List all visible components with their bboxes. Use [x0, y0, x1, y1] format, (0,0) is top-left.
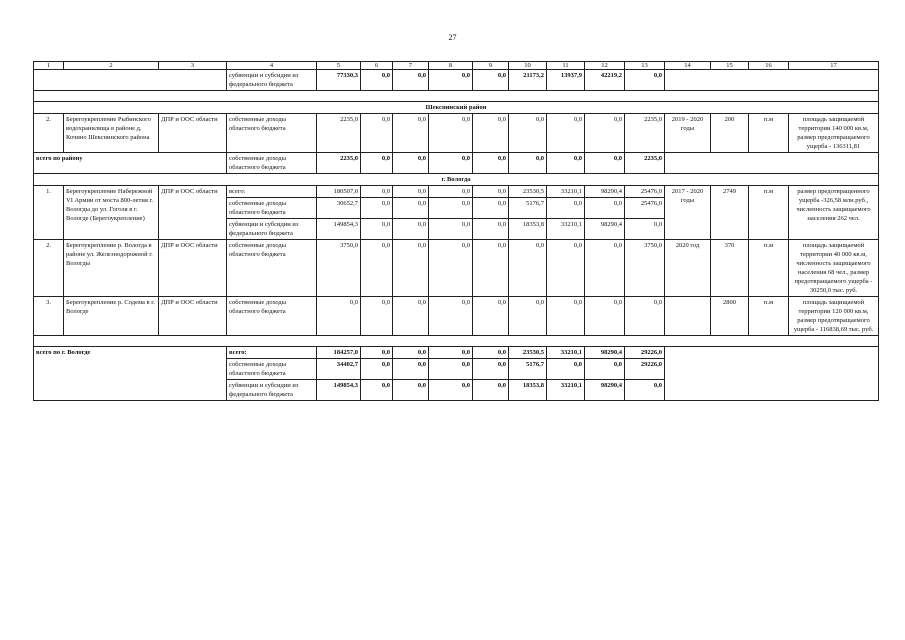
funding-source: собственные доходы областного бюджета [227, 297, 317, 336]
amount-cell: 0,0 [547, 198, 585, 219]
total-row [34, 347, 879, 359]
column-number: 15 [711, 62, 749, 70]
amount-cell: 0,0 [473, 359, 509, 380]
column-number: 5 [317, 62, 361, 70]
section-title: г. Вологда [34, 174, 879, 186]
amount-cell: 30652,7 [317, 198, 361, 219]
amount-cell: 0,0 [429, 186, 473, 198]
section-header-row [34, 102, 879, 114]
amount-cell: 0,0 [509, 114, 547, 153]
column-number: 7 [393, 62, 429, 70]
amount-cell: 98290,4 [585, 186, 625, 198]
table-body [34, 62, 879, 401]
amount-cell: 0,0 [547, 153, 585, 174]
responsible-org: ДПР и ООС области [159, 240, 227, 297]
project-name: Берегоукрепление р. Вологда в районе ул. Железнодорожной г. Вологды [64, 240, 159, 297]
funding-source: всего: [227, 186, 317, 198]
column-number: 9 [473, 62, 509, 70]
project-number: 2. [34, 114, 64, 153]
amount-cell: 0,0 [361, 198, 393, 219]
amount-cell: 0,0 [509, 297, 547, 336]
implementation-period: 2019 - 2020 годы [665, 114, 711, 153]
column-number: 8 [429, 62, 473, 70]
amount-cell: 0,0 [473, 297, 509, 336]
project-number: 1. [34, 186, 64, 240]
responsible-org: ДПР и ООС области [159, 114, 227, 153]
amount-cell: 0,0 [429, 347, 473, 359]
amount-cell: 98290,4 [585, 380, 625, 401]
spacer-row [34, 336, 879, 347]
amount-cell: 0,0 [361, 297, 393, 336]
empty-cell [34, 91, 879, 102]
column-number: 11 [547, 62, 585, 70]
amount-cell: 23530,5 [509, 347, 547, 359]
amount-cell: 29226,0 [625, 359, 665, 380]
amount-cell: 0,0 [585, 153, 625, 174]
amount-cell: 0,0 [625, 380, 665, 401]
amount-cell: 0,0 [473, 153, 509, 174]
amount-cell: 0,0 [429, 219, 473, 240]
column-number: 4 [227, 62, 317, 70]
amount-cell: 0,0 [361, 70, 393, 91]
capacity-value: 200 [711, 114, 749, 153]
amount-cell: 0,0 [473, 70, 509, 91]
amount-cell: 0,0 [393, 380, 429, 401]
amount-cell: 0,0 [393, 219, 429, 240]
amount-cell: 33210,1 [547, 347, 585, 359]
amount-cell: 0,0 [625, 70, 665, 91]
amount-cell: 0,0 [429, 153, 473, 174]
amount-cell: 0,0 [585, 359, 625, 380]
implementation-period [665, 297, 711, 336]
amount-cell: 0,0 [625, 219, 665, 240]
amount-cell: 18353,8 [509, 380, 547, 401]
amount-cell: 18353,8 [509, 219, 547, 240]
amount-cell: 2235,0 [317, 114, 361, 153]
total-row [34, 153, 879, 174]
column-number: 14 [665, 62, 711, 70]
amount-cell: 0,0 [393, 297, 429, 336]
expected-result: размер предотвращенного ущерба -326,58 млн.руб., численность защищаемого населения 262 чел. [789, 186, 879, 240]
amount-cell: 0,0 [429, 297, 473, 336]
column-number: 10 [509, 62, 547, 70]
amount-cell: 149854,3 [317, 219, 361, 240]
funding-source: всего: [227, 347, 317, 359]
column-number: 6 [361, 62, 393, 70]
amount-cell: 0,0 [473, 186, 509, 198]
funding-source: субвенции и субсидии из федерального бюджета [227, 70, 317, 91]
amount-cell: 0,0 [473, 347, 509, 359]
empty-cell [665, 70, 879, 91]
project-number: 3. [34, 297, 64, 336]
amount-cell: 0,0 [429, 198, 473, 219]
amount-cell: 0,0 [473, 114, 509, 153]
project-name: Берегоукрепление р. Содема в г. Вологде [64, 297, 159, 336]
financing-table [33, 61, 879, 401]
funding-source: субвенции и субсидии из федерального бюджета [227, 219, 317, 240]
carry-over-row [34, 70, 879, 91]
section-header-row [34, 174, 879, 186]
amount-cell: 3750,0 [317, 240, 361, 297]
capacity-unit: п.м [749, 240, 789, 297]
amount-cell: 0,0 [585, 240, 625, 297]
amount-cell: 0,0 [393, 153, 429, 174]
funding-source: собственные доходы областного бюджета [227, 240, 317, 297]
amount-cell: 0,0 [361, 347, 393, 359]
amount-cell: 29226,0 [625, 347, 665, 359]
amount-cell: 0,0 [361, 240, 393, 297]
amount-cell: 0,0 [547, 297, 585, 336]
amount-cell: 0,0 [393, 359, 429, 380]
responsible-org: ДПР и ООС области [159, 186, 227, 240]
amount-cell: 0,0 [547, 114, 585, 153]
capacity-unit: п.м [749, 186, 789, 240]
amount-cell: 0,0 [393, 347, 429, 359]
amount-cell: 0,0 [361, 359, 393, 380]
amount-cell: 0,0 [393, 114, 429, 153]
amount-cell: 34402,7 [317, 359, 361, 380]
amount-cell: 0,0 [393, 186, 429, 198]
project-row [34, 186, 879, 198]
column-number: 16 [749, 62, 789, 70]
amount-cell: 0,0 [393, 240, 429, 297]
amount-cell: 0,0 [473, 380, 509, 401]
amount-cell: 0,0 [429, 359, 473, 380]
responsible-org: ДПР и ООС области [159, 297, 227, 336]
amount-cell: 0,0 [585, 198, 625, 219]
amount-cell: 2235,0 [317, 153, 361, 174]
total-label: всего по району [34, 153, 227, 174]
amount-cell: 0,0 [509, 153, 547, 174]
column-number: 17 [789, 62, 879, 70]
amount-cell: 0,0 [547, 240, 585, 297]
amount-cell: 3750,0 [625, 240, 665, 297]
amount-cell: 0,0 [361, 380, 393, 401]
total-label: всего по г. Вологде [34, 347, 227, 401]
expected-result: площадь защищаемой территории 140 000 кв.м, размер предотвращаемого ущерба - 136311,81 [789, 114, 879, 153]
amount-cell: 13937,9 [547, 70, 585, 91]
amount-cell: 5176,7 [509, 359, 547, 380]
amount-cell: 33210,1 [547, 186, 585, 198]
funding-source: собственные доходы областного бюджета [227, 114, 317, 153]
funding-source: собственные доходы областного бюджета [227, 153, 317, 174]
amount-cell: 42219,2 [585, 70, 625, 91]
project-row [34, 240, 879, 297]
project-name: Берегоукрепление Рыбинского водохранилища в районе д. Кочино Шекснинского района [64, 114, 159, 153]
amount-cell: 0,0 [361, 186, 393, 198]
amount-cell: 0,0 [473, 198, 509, 219]
amount-cell: 5176,7 [509, 198, 547, 219]
capacity-value: 2800 [711, 297, 749, 336]
capacity-unit: п.м [749, 297, 789, 336]
capacity-unit: п.м [749, 114, 789, 153]
amount-cell: 33210,1 [547, 219, 585, 240]
amount-cell: 23530,5 [509, 186, 547, 198]
amount-cell: 184257,0 [317, 347, 361, 359]
amount-cell: 0,0 [585, 114, 625, 153]
amount-cell: 0,0 [509, 240, 547, 297]
amount-cell: 0,0 [429, 70, 473, 91]
amount-cell: 0,0 [429, 380, 473, 401]
expected-result: площадь защищаемой территории 120 000 кв.м, размер предотвращаемого ущерба - 116838,69 тыс. руб. [789, 297, 879, 336]
empty-cell [34, 336, 879, 347]
project-row [34, 297, 879, 336]
capacity-value: 2749 [711, 186, 749, 240]
implementation-period: 2017 - 2020 годы [665, 186, 711, 240]
expected-result: площадь защищаемой территории 40 000 кв.м, численность защищаемого населения 68 чел., размер предотвращаемого ущерба - 30250,0 тыс. руб. [789, 240, 879, 297]
amount-cell: 98290,4 [585, 219, 625, 240]
funding-source: субвенции и субсидии из федерального бюджета [227, 380, 317, 401]
amount-cell: 0,0 [361, 114, 393, 153]
amount-cell: 21173,2 [509, 70, 547, 91]
project-name: Берегоукрепление Набережной VI Армии от моста 800-летия г. Вологды до ул. Гоголя в г. Вологде (Берегоукрепление) [64, 186, 159, 240]
column-number: 1 [34, 62, 64, 70]
funding-source: собственные доходы областного бюджета [227, 359, 317, 380]
amount-cell: 0,0 [547, 359, 585, 380]
implementation-period: 2020 год [665, 240, 711, 297]
section-title: Шекснинский район [34, 102, 879, 114]
column-number: 3 [159, 62, 227, 70]
page-number: 27 [448, 33, 457, 42]
column-number: 2 [64, 62, 159, 70]
amount-cell: 180507,0 [317, 186, 361, 198]
column-number-row [34, 62, 879, 70]
funding-source: собственные доходы областного бюджета [227, 198, 317, 219]
empty-cell [34, 70, 227, 91]
amount-cell: 0,0 [473, 240, 509, 297]
amount-cell: 2235,0 [625, 114, 665, 153]
amount-cell: 33210,1 [547, 380, 585, 401]
project-number: 2. [34, 240, 64, 297]
column-number: 13 [625, 62, 665, 70]
amount-cell: 0,0 [361, 153, 393, 174]
empty-cell [665, 153, 879, 174]
amount-cell: 2235,0 [625, 153, 665, 174]
amount-cell: 77330,3 [317, 70, 361, 91]
amount-cell: 25476,0 [625, 198, 665, 219]
amount-cell: 25476,0 [625, 186, 665, 198]
amount-cell: 98290,4 [585, 347, 625, 359]
amount-cell: 0,0 [317, 297, 361, 336]
amount-cell: 0,0 [393, 70, 429, 91]
amount-cell: 0,0 [473, 219, 509, 240]
amount-cell: 0,0 [429, 114, 473, 153]
amount-cell: 0,0 [429, 240, 473, 297]
column-number: 12 [585, 62, 625, 70]
project-row [34, 114, 879, 153]
amount-cell: 0,0 [625, 297, 665, 336]
empty-cell [665, 347, 879, 401]
amount-cell: 0,0 [585, 297, 625, 336]
spacer-row [34, 91, 879, 102]
amount-cell: 0,0 [393, 198, 429, 219]
capacity-value: 370 [711, 240, 749, 297]
amount-cell: 0,0 [361, 219, 393, 240]
amount-cell: 149854,3 [317, 380, 361, 401]
